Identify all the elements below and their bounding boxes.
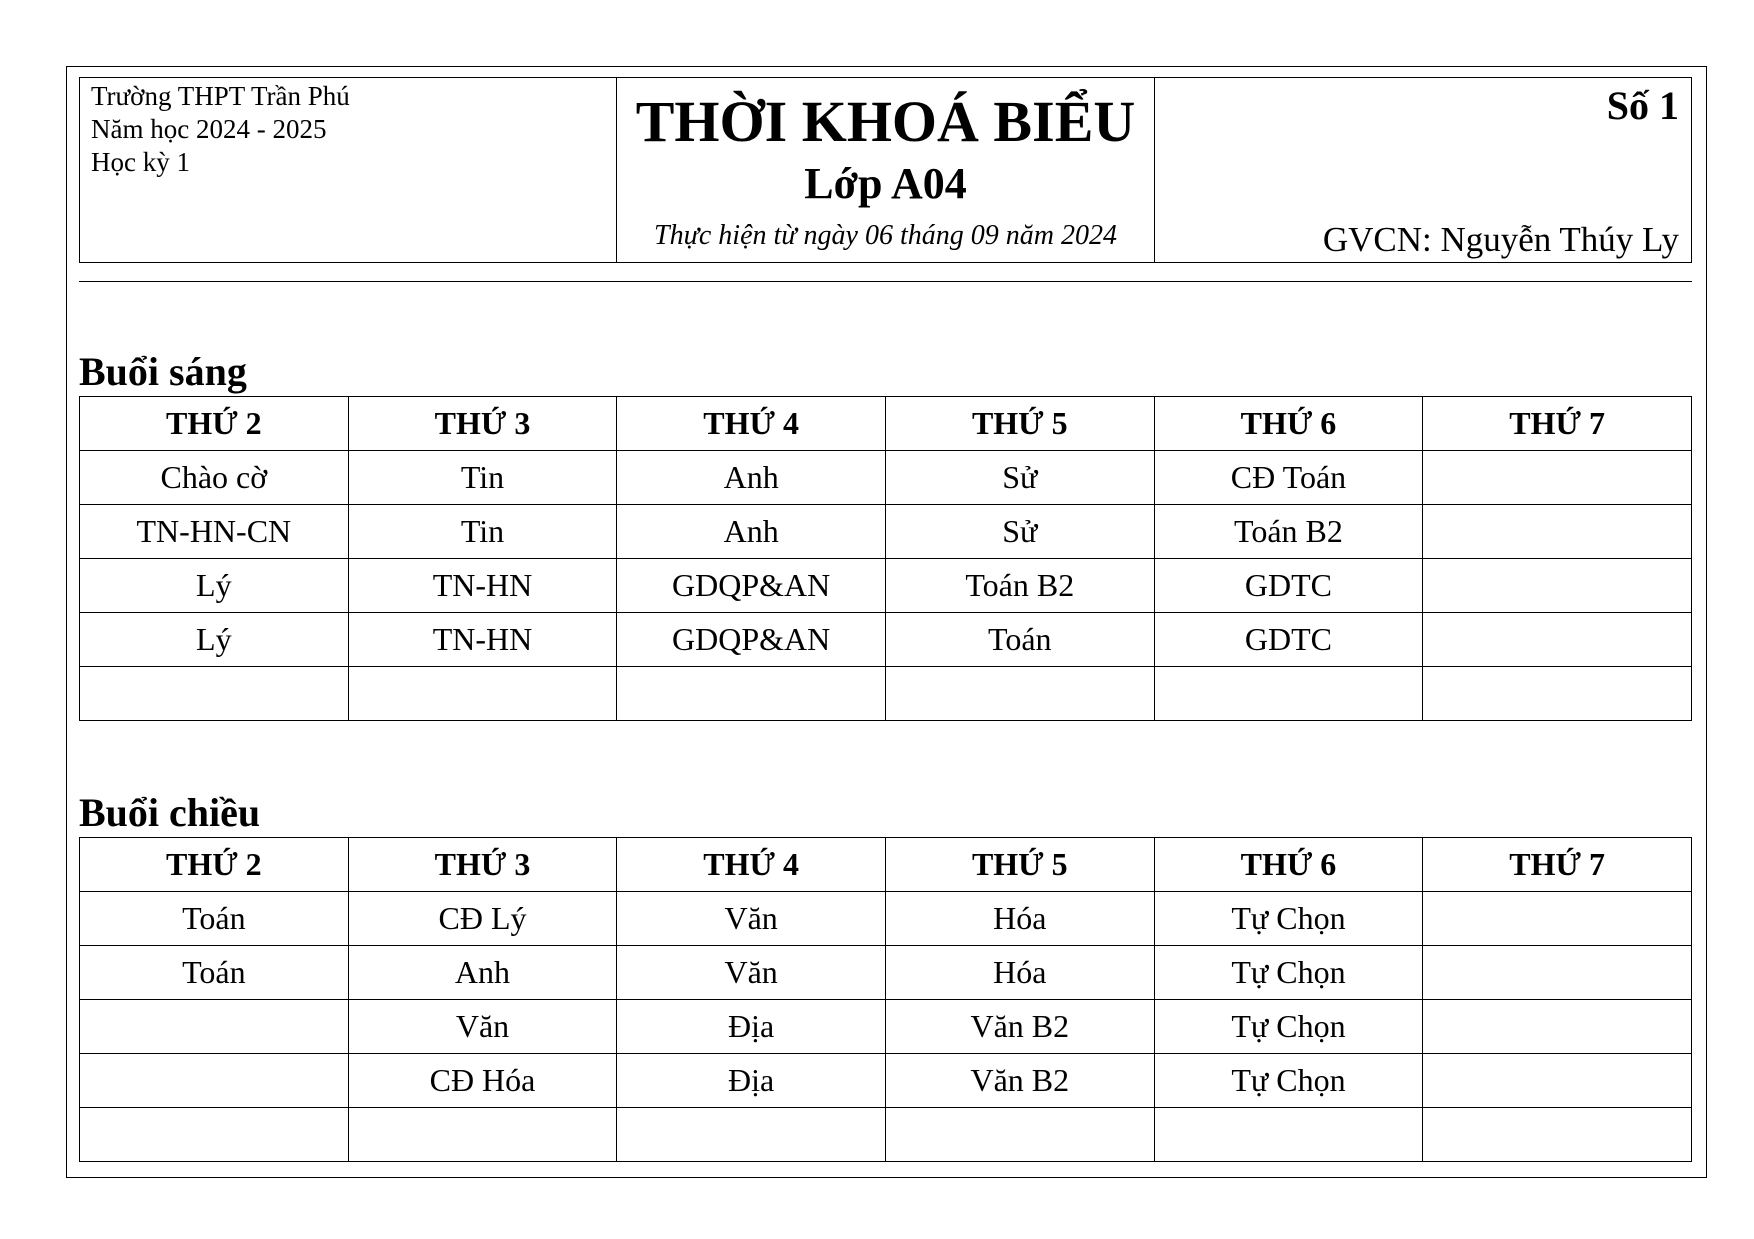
subject-cell: Toán xyxy=(80,946,349,1000)
subject-cell: CĐ Hóa xyxy=(348,1054,617,1108)
table-row xyxy=(80,613,1692,667)
semester: Học kỳ 1 xyxy=(91,147,190,177)
subject-cell xyxy=(1423,613,1692,667)
subject-cell xyxy=(348,1108,617,1162)
subject-cell: Lý xyxy=(80,559,349,613)
subject-cell xyxy=(1423,451,1692,505)
table-row xyxy=(80,1054,1692,1108)
subject-cell: Văn xyxy=(617,892,886,946)
subject-cell: Sử xyxy=(885,451,1154,505)
subject-cell: Tự Chọn xyxy=(1154,1054,1423,1108)
document-number: Số 1 xyxy=(1606,83,1679,128)
day-header: THỨ 4 xyxy=(617,838,886,892)
subject-cell xyxy=(1154,1108,1423,1162)
table-row xyxy=(80,892,1692,946)
subject-cell: Địa xyxy=(617,1000,886,1054)
table-row xyxy=(80,451,1692,505)
table-row xyxy=(80,1108,1692,1162)
subject-cell xyxy=(1154,667,1423,721)
subject-cell xyxy=(1423,892,1692,946)
subject-cell: CĐ Lý xyxy=(348,892,617,946)
subject-cell xyxy=(1423,1108,1692,1162)
day-header: THỨ 3 xyxy=(348,397,617,451)
subject-cell xyxy=(80,1108,349,1162)
subject-cell: TN-HN xyxy=(348,559,617,613)
table-header-row xyxy=(80,397,1692,451)
subject-cell: Tin xyxy=(348,505,617,559)
subject-cell: Địa xyxy=(617,1054,886,1108)
subject-cell: TN-HN-CN xyxy=(80,505,349,559)
subject-cell: GDTC xyxy=(1154,613,1423,667)
subject-cell: GDTC xyxy=(1154,559,1423,613)
subject-cell: TN-HN xyxy=(348,613,617,667)
subject-cell xyxy=(885,1108,1154,1162)
day-header: THỨ 7 xyxy=(1423,838,1692,892)
subject-cell xyxy=(1423,1000,1692,1054)
subject-cell: Anh xyxy=(348,946,617,1000)
table-row xyxy=(80,559,1692,613)
day-header: THỨ 2 xyxy=(80,838,349,892)
subject-cell: Toán B2 xyxy=(885,559,1154,613)
subject-cell xyxy=(617,667,886,721)
subject-cell xyxy=(617,1108,886,1162)
class-name: Lớp A04 xyxy=(804,159,967,208)
table-row xyxy=(80,946,1692,1000)
subject-cell xyxy=(80,1000,349,1054)
subject-cell: Lý xyxy=(80,613,349,667)
subject-cell xyxy=(1423,559,1692,613)
table-row xyxy=(80,667,1692,721)
school-name: Trường THPT Trần Phú xyxy=(91,81,350,111)
subject-cell: Văn xyxy=(348,1000,617,1054)
subject-cell: GDQP&AN xyxy=(617,613,886,667)
subject-cell xyxy=(1423,667,1692,721)
timetable-afternoon xyxy=(79,837,1692,1162)
subject-cell xyxy=(1423,505,1692,559)
subject-cell xyxy=(80,667,349,721)
subject-cell: GDQP&AN xyxy=(617,559,886,613)
subject-cell: Toán B2 xyxy=(1154,505,1423,559)
day-header: THỨ 2 xyxy=(80,397,349,451)
day-header: THỨ 6 xyxy=(1154,838,1423,892)
subject-cell: Anh xyxy=(617,505,886,559)
subject-cell xyxy=(1423,1054,1692,1108)
subject-cell: Văn xyxy=(617,946,886,1000)
day-header: THỨ 4 xyxy=(617,397,886,451)
section-title-afternoon: Buổi chiều xyxy=(79,790,261,835)
subject-cell: Toán xyxy=(80,892,349,946)
subject-cell: Tự Chọn xyxy=(1154,946,1423,1000)
title-block xyxy=(617,78,1155,262)
subject-cell xyxy=(80,1054,349,1108)
subject-cell: Toán xyxy=(885,613,1154,667)
page-title: THỜI KHOÁ BIỂU xyxy=(635,89,1136,154)
subject-cell: Chào cờ xyxy=(80,451,349,505)
day-header: THỨ 5 xyxy=(885,397,1154,451)
table-row xyxy=(80,505,1692,559)
day-header: THỨ 3 xyxy=(348,838,617,892)
subject-cell: Tự Chọn xyxy=(1154,1000,1423,1054)
document-header xyxy=(79,77,1692,263)
timetable-morning xyxy=(79,396,1692,721)
subject-cell: Văn B2 xyxy=(885,1000,1154,1054)
school-info xyxy=(80,78,617,262)
subject-cell: Văn B2 xyxy=(885,1054,1154,1108)
day-header: THỨ 5 xyxy=(885,838,1154,892)
school-year: Năm học 2024 - 2025 xyxy=(91,114,327,144)
subject-cell xyxy=(348,667,617,721)
subject-cell: Anh xyxy=(617,451,886,505)
table-row xyxy=(80,1000,1692,1054)
section-title-morning: Buổi sáng xyxy=(79,349,247,394)
subject-cell: Tin xyxy=(348,451,617,505)
table-header-row xyxy=(80,838,1692,892)
subject-cell: Hóa xyxy=(885,892,1154,946)
document-meta xyxy=(1155,78,1691,262)
subject-cell: Tự Chọn xyxy=(1154,892,1423,946)
day-header: THỨ 7 xyxy=(1423,397,1692,451)
subject-cell: Hóa xyxy=(885,946,1154,1000)
divider xyxy=(79,281,1692,282)
homeroom-teacher: GVCN: Nguyễn Thúy Ly xyxy=(1322,220,1679,259)
subject-cell: Sử xyxy=(885,505,1154,559)
subject-cell xyxy=(1423,946,1692,1000)
subject-cell: CĐ Toán xyxy=(1154,451,1423,505)
subject-cell xyxy=(885,667,1154,721)
day-header: THỨ 6 xyxy=(1154,397,1423,451)
effective-date: Thực hiện từ ngày 06 tháng 09 năm 2024 xyxy=(654,220,1117,251)
